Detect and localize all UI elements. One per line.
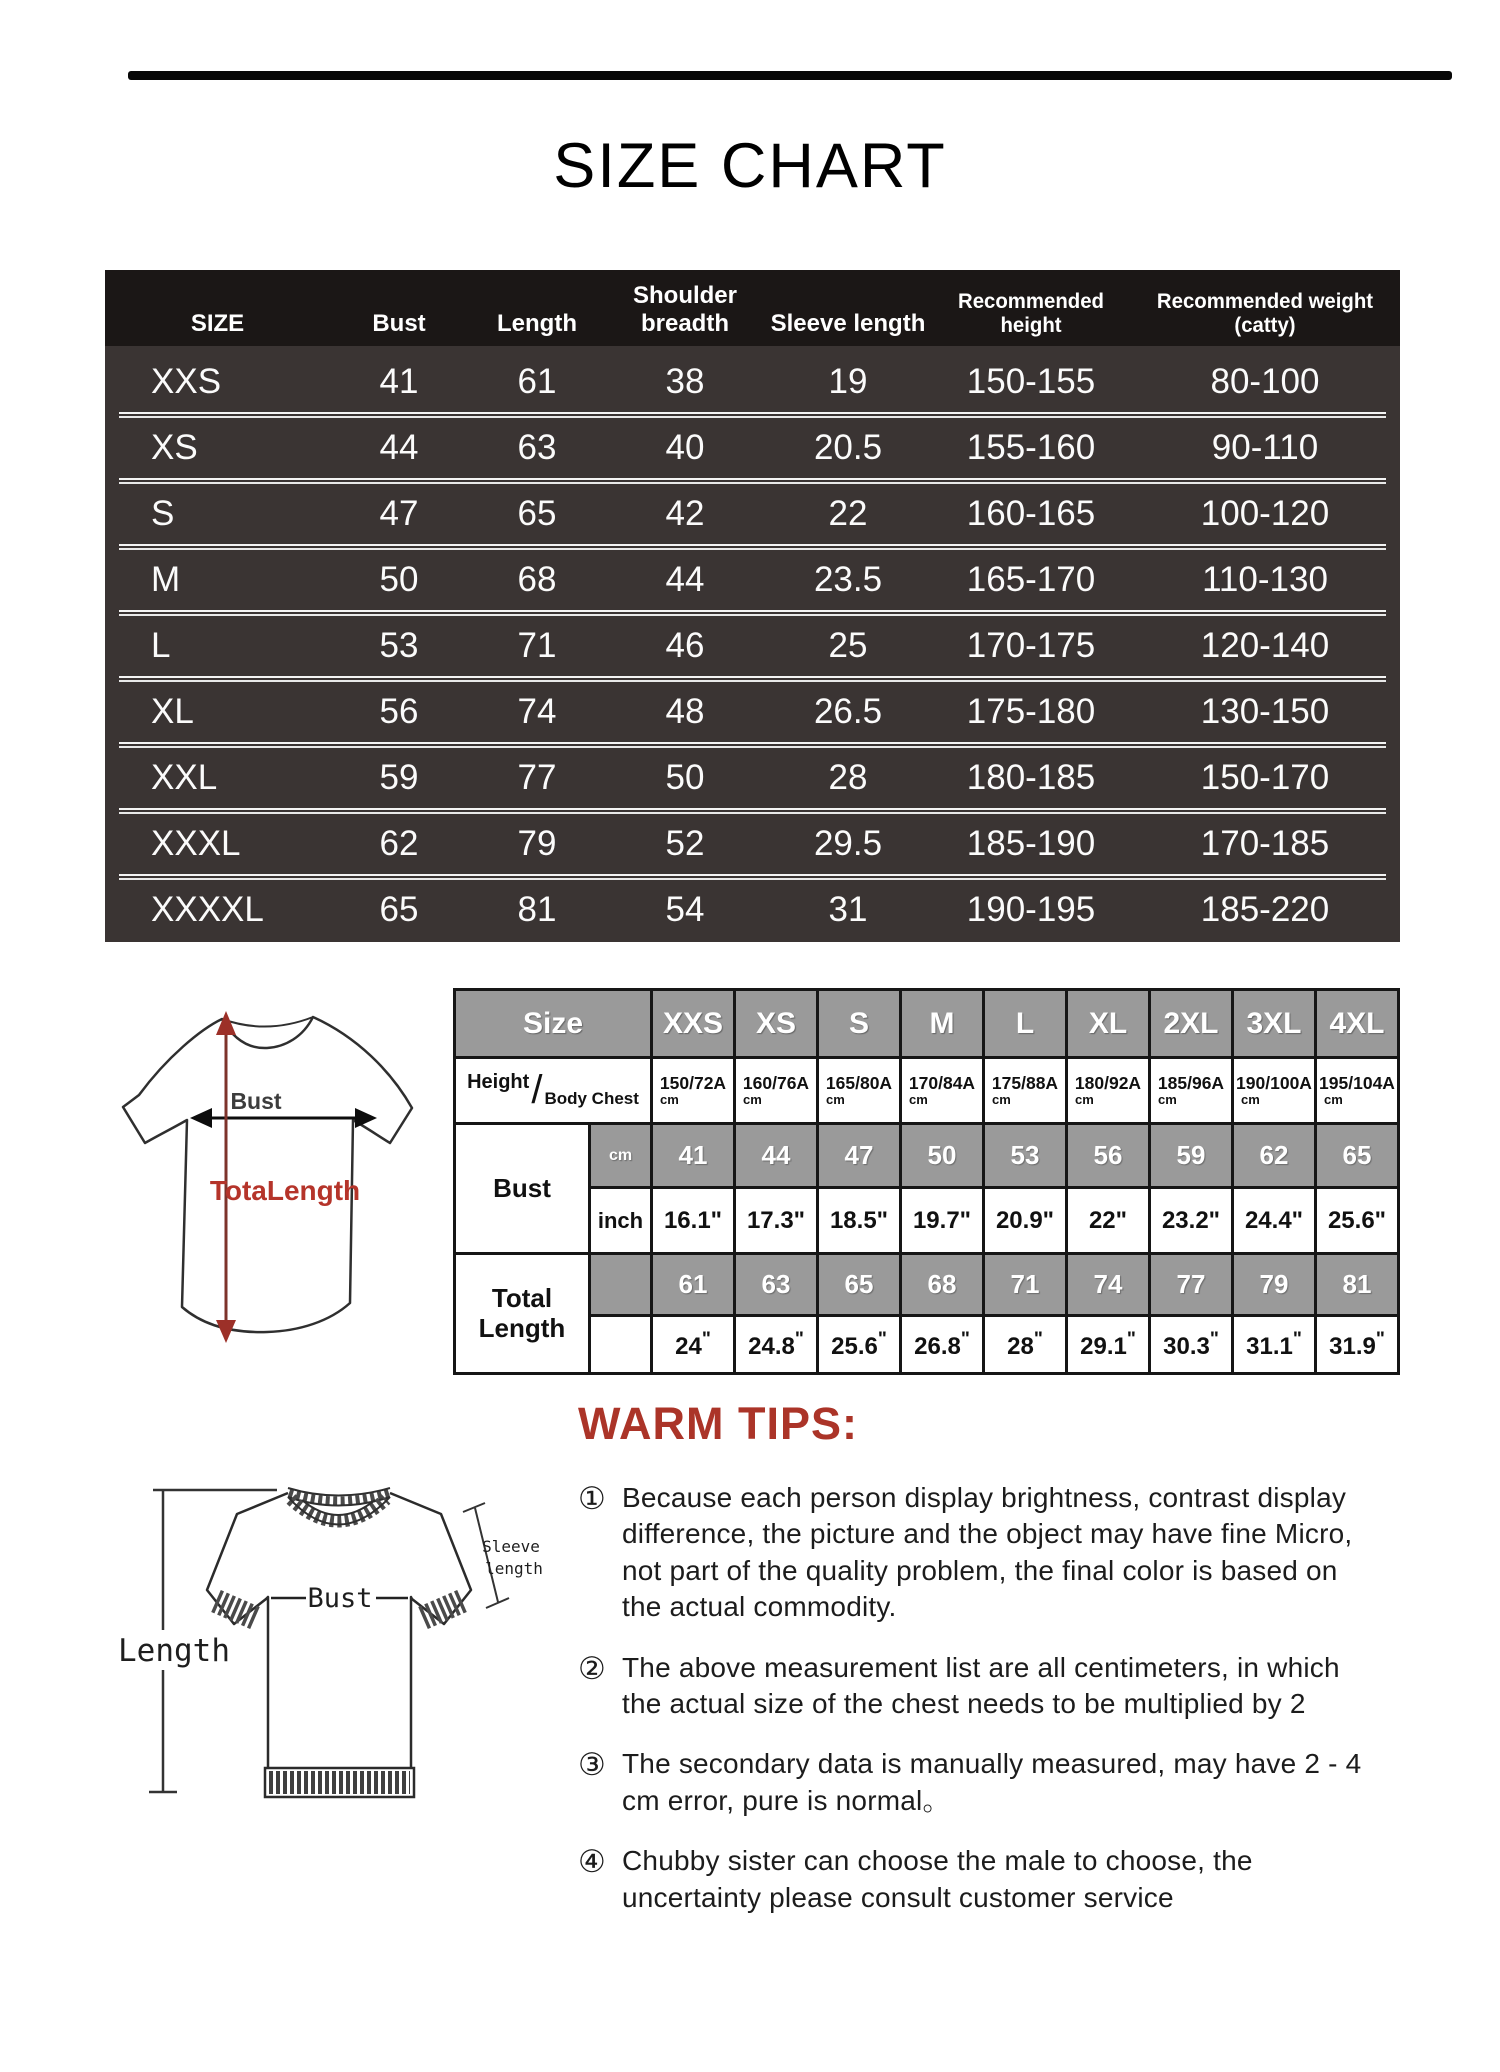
total-cm-cell: 77 [1150,1254,1233,1316]
height-value: 175/88A [991,1073,1059,1094]
total-inch-cell [1067,1316,1150,1374]
inch-sub-label: inch [590,1188,652,1254]
inch-value: 24.8 [748,1332,795,1360]
size-column-header: 2XL [1150,990,1233,1058]
total-cm-cell: 63 [735,1254,818,1316]
tip-number: ① [578,1481,606,1516]
size-column-header: XS [735,990,818,1058]
slash: / [531,1068,543,1112]
bust-inch-cell: 19.7" [901,1188,984,1254]
size-column-header: L [984,990,1067,1058]
inch-mark: " [1209,1328,1219,1350]
size-cell: M [151,560,181,599]
table-row [105,748,1400,808]
table-cell: 68 [517,560,557,599]
height-value-cell [652,1058,735,1124]
table-cell: 44 [665,560,705,599]
tip-item [578,1843,1378,1916]
table-cell: 155-160 [966,428,1096,467]
table-row [105,814,1400,874]
total-inch-cell [984,1316,1067,1374]
table-cell: 28 [828,758,868,797]
table-cell: 100-120 [1200,494,1330,533]
table-cell: 80-100 [1210,362,1320,401]
table-cell: 79 [517,824,557,863]
size-column-header: S [818,990,901,1058]
total-length-label: Total Length [455,1254,590,1374]
height-value-cell [818,1058,901,1124]
table-cell: 31 [828,890,868,929]
column-header: Recommended weight (catty) [1156,290,1374,337]
table-cell: 40 [665,428,705,467]
inch-value: 31.1 [1246,1332,1293,1360]
bust-inch-row [455,1188,1399,1254]
bust-cm-cell: 65 [1316,1124,1399,1188]
height-label: Height [467,1070,530,1093]
size-column-header: 3XL [1233,990,1316,1058]
total-cm-cell: 61 [652,1254,735,1316]
table-cell: 22 [828,494,868,533]
inch-mark: " [701,1328,711,1350]
inch-mark: " [960,1328,970,1350]
height-value-cell [1316,1058,1399,1124]
table-cell: 48 [665,692,705,731]
size-table-body [105,346,1400,940]
size-table-header-row [105,270,1400,346]
height-value-cell [984,1058,1067,1124]
table-cell: 175-180 [966,692,1096,731]
total-inch-cell [901,1316,984,1374]
right-cuff-ribbing [423,1601,462,1618]
tip-text: The above measurement list are all centimeters, in which the actual size of the chest needs to be multiplied by 2 [622,1651,1340,1719]
table-cell: 71 [517,626,557,665]
table-row [105,484,1400,544]
table-cell: 90-110 [1211,428,1319,467]
table-cell: 44 [379,428,419,467]
tshirt-diagram-front [95,985,445,1375]
height-row [455,1058,1399,1124]
cm-unit: cm [743,1091,762,1107]
size-column-header: 4XL [1316,990,1399,1058]
column-header: Sleeve length [770,310,926,337]
bust-cm-row [455,1124,1399,1188]
inch-value: 24 [675,1332,702,1360]
table-cell: 170-185 [1200,824,1330,863]
cm-unit: cm [1075,1091,1094,1107]
table-cell: 74 [517,692,557,731]
sleeve-length-label-line2: length [485,1559,543,1578]
table-cell: 54 [665,890,705,929]
total-length-cm-row [455,1254,1399,1316]
length-arrowhead-bottom [216,1320,236,1343]
right-side-outline [390,1493,471,1768]
table-cell: 65 [517,494,557,533]
bust-inch-cell: 23.2" [1150,1188,1233,1254]
table-cell: 160-165 [966,494,1096,533]
column-header: SIZE [190,310,245,337]
inch-value: 31.9 [1329,1332,1376,1360]
table-cell: 150-155 [966,362,1096,401]
size-column-header: XXS [652,990,735,1058]
bust-cm-cell: 47 [818,1124,901,1188]
bust-label: Bust [230,1088,282,1114]
tip-number: ② [578,1650,606,1686]
inch-value: 29.1 [1080,1332,1127,1360]
warm-tips-heading: WARM TIPS: [578,1398,858,1449]
total-inch-cell [818,1316,901,1374]
table-cell: 63 [517,428,557,467]
height-value: 165/80A [825,1073,893,1094]
bust-inch-cell: 18.5" [818,1188,901,1254]
table-cell: 56 [379,692,419,731]
height-body-chest-label [455,1058,652,1124]
cm-unit: cm [660,1091,679,1107]
table-row [105,616,1400,676]
tip-item [578,1480,1378,1626]
inch-mark: " [1126,1328,1136,1350]
column-header: Recommended height [957,290,1105,337]
table-cell: 77 [517,758,557,797]
table-row [105,880,1400,940]
measurement-header-row [455,990,1399,1058]
table-row [105,682,1400,742]
total-cm-cell: 81 [1316,1254,1399,1316]
tip-item [578,1746,1378,1819]
tshirt-diagram-measured [85,1440,580,1920]
left-cuff-ribbing [216,1601,255,1618]
bust-cm-cell: 62 [1233,1124,1316,1188]
total-cm-cell: 68 [901,1254,984,1316]
top-divider-rule [128,71,1452,80]
tip-item [578,1650,1378,1723]
cm-unit: cm [1324,1091,1343,1107]
size-cell: XXL [151,758,218,797]
inch-mark: " [794,1328,804,1350]
height-value-cell [1150,1058,1233,1124]
inch-value: 25.6 [831,1332,878,1360]
bust-inch-cell: 16.1" [652,1188,735,1254]
tip-text: Chubby sister can choose the male to choose, the uncertainty please consult customer service [622,1845,1253,1913]
inch-mark: " [1292,1328,1302,1350]
table-cell: 25 [828,626,868,665]
inch-value: 30.3 [1163,1332,1210,1360]
bust-label: Bust [455,1124,590,1254]
table-cell: 38 [665,362,705,401]
table-cell: 120-140 [1200,626,1330,665]
measurement-table [453,988,1400,1375]
total-length-label: TotaLength [209,1175,361,1206]
table-cell: 150-170 [1200,758,1330,797]
table-cell: 42 [665,494,705,533]
size-cell: XL [151,692,194,731]
height-value-cell [1233,1058,1316,1124]
height-value: 185/96A [1157,1073,1225,1094]
size-table [105,270,1400,942]
collar-back-outline [288,1488,390,1506]
empty-cell [590,1316,652,1374]
sleeve-length-label-line1: Sleeve [482,1537,540,1556]
bust-inch-cell: 25.6" [1316,1188,1399,1254]
height-value: 190/100A [1236,1073,1312,1094]
inch-value: 26.8 [914,1332,961,1360]
inch-mark: " [877,1328,887,1350]
table-cell: 53 [379,626,419,665]
table-cell: 62 [379,824,419,863]
cm-sub-label: cm [590,1124,652,1188]
table-cell: 50 [665,758,705,797]
total-inch-cell [735,1316,818,1374]
table-cell: 61 [517,362,557,401]
cm-unit: cm [826,1091,845,1107]
body-chest-label: Body Chest [544,1088,639,1108]
table-cell: 41 [379,362,419,401]
tip-text: Because each person display brightness, contrast display difference, the picture and the object may have fine Micro, not part of the quality problem, the final color is based on the actual commodity. [622,1482,1353,1623]
table-cell: 110-130 [1202,560,1328,599]
tip-number: ④ [578,1844,606,1880]
bust-label: Bust [307,1583,373,1614]
size-cell: L [151,626,171,665]
table-cell: 130-150 [1200,692,1330,731]
empty-cell [590,1254,652,1316]
size-cell: XS [151,428,198,467]
table-cell: 185-220 [1200,890,1330,929]
height-value: 170/84A [908,1073,976,1094]
table-cell: 185-190 [966,824,1096,863]
height-value: 160/76A [742,1073,810,1094]
tip-number: ③ [578,1747,606,1783]
cm-unit: cm [1241,1091,1260,1107]
inch-value: 28 [1007,1332,1034,1360]
size-column-header: M [901,990,984,1058]
table-cell: 19 [828,362,868,401]
bust-inch-cell: 20.9" [984,1188,1067,1254]
bust-inch-cell: 17.3" [735,1188,818,1254]
total-cm-cell: 79 [1233,1254,1316,1316]
table-cell: 59 [379,758,419,797]
table-cell: 20.5 [813,428,883,467]
bust-cm-cell: 44 [735,1124,818,1188]
table-cell: 23.5 [813,560,883,599]
length-label: Length [118,1633,230,1669]
sleeve-measure-top-tick [463,1503,485,1512]
height-value: 180/92A [1074,1073,1142,1094]
table-row [105,550,1400,610]
height-value-cell [735,1058,818,1124]
cm-unit: cm [992,1091,1011,1107]
table-cell: 29.5 [813,824,883,863]
column-header: Shoulder breadth [632,282,737,337]
collar-back-line [222,1017,313,1027]
total-length-inch-row [455,1316,1399,1374]
height-value: 150/72A [659,1073,727,1094]
table-cell: 46 [665,626,705,665]
bust-inch-cell: 24.4" [1233,1188,1316,1254]
column-header: Bust [372,310,426,337]
total-inch-cell [1150,1316,1233,1374]
table-cell: 180-185 [966,758,1096,797]
tip-text: The secondary data is manually measured, may have 2 - 4 cm error, pure is normal。 [622,1748,1362,1816]
total-cm-cell: 65 [818,1254,901,1316]
column-header: Length [497,310,577,337]
table-cell: 190-195 [966,890,1096,929]
total-cm-cell: 74 [1067,1254,1150,1316]
bust-cm-cell: 59 [1150,1124,1233,1188]
table-row [105,418,1400,478]
size-cell: XXS [151,362,222,401]
total-inch-cell [1316,1316,1399,1374]
height-value-cell [901,1058,984,1124]
inch-mark: " [1375,1328,1385,1350]
bust-cm-cell: 41 [652,1124,735,1188]
size-cell: S [151,494,175,533]
height-value-cell [1067,1058,1150,1124]
total-inch-cell [1233,1316,1316,1374]
size-cell: XXXXL [151,890,264,929]
height-value: 195/104A [1319,1073,1395,1094]
warm-tips-section [578,1398,1458,1940]
bust-cm-cell: 50 [901,1124,984,1188]
size-column-header: XL [1067,990,1150,1058]
cm-unit: cm [1158,1091,1177,1107]
bust-cm-cell: 53 [984,1124,1067,1188]
table-cell: 26.5 [813,692,883,731]
table-row [105,352,1400,412]
page-title: SIZE CHART [553,131,947,201]
table-cell: 47 [379,494,419,533]
table-cell: 50 [379,560,419,599]
table-cell: 52 [665,824,705,863]
size-header: Size [455,990,652,1058]
total-inch-cell [652,1316,735,1374]
table-cell: 165-170 [966,560,1096,599]
table-cell: 81 [517,890,557,929]
total-cm-cell: 71 [984,1254,1067,1316]
table-cell: 170-175 [966,626,1096,665]
table-cell: 65 [379,890,419,929]
size-cell: XXXL [151,824,241,863]
cm-unit: cm [909,1091,928,1107]
bust-inch-cell: 22" [1067,1188,1150,1254]
bust-cm-cell: 56 [1067,1124,1150,1188]
inch-mark: " [1033,1328,1043,1350]
